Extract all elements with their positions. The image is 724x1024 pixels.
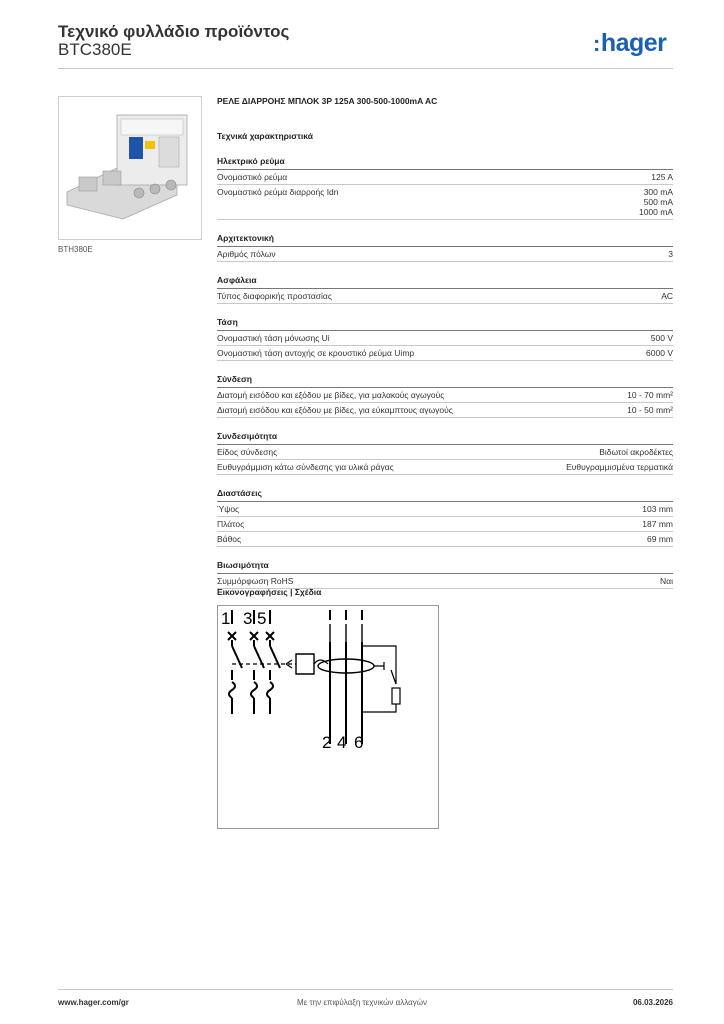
terminal-label-bottom-6: 6	[354, 733, 364, 752]
spec-label: Είδος σύνδεσης	[217, 447, 278, 457]
spec-value-line: Βιδωτοί ακροδέκτες	[599, 447, 673, 457]
header-divider	[58, 68, 673, 69]
spec-value-line: 1000 mA	[638, 207, 673, 217]
spec-row	[217, 517, 673, 532]
terminal-label-top-5: 5	[257, 609, 267, 628]
spec-label: Ευθυγράμμιση κάτω σύνδεσης για υλικά ράγας	[217, 462, 394, 472]
spec-row	[217, 403, 673, 418]
document-title: Τεχνικό φυλλάδιο προϊόντος	[58, 22, 290, 41]
spec-value-line: 300 mA	[643, 187, 673, 197]
spec-section	[217, 275, 673, 304]
website-link[interactable]: www.hager.com/gr	[58, 998, 129, 1007]
spec-label: Τύπος διαφορικής προστασίας	[217, 291, 332, 301]
spec-row	[217, 502, 673, 517]
section-title: Διαστάσεις	[217, 488, 673, 502]
spec-label: Διατομή εισόδου και εξόδου με βίδες, για μαλακούς αγωγούς	[217, 390, 445, 400]
diagram-title: Εικονογραφήσεις | Σχέδια	[217, 587, 322, 597]
section-title: Συνδεσιμότητα	[217, 431, 673, 445]
spec-value	[661, 291, 673, 301]
spec-label: Ονομαστικό ρεύμα	[217, 172, 288, 182]
spec-label: Συμμόρφωση RoHS	[217, 576, 294, 586]
spec-value-line: 69 mm	[647, 534, 673, 544]
spec-value-line: Ευθυγραμμισμένα τερματικά	[566, 462, 673, 472]
product-image	[58, 96, 202, 240]
spec-row	[217, 346, 673, 361]
spec-value-line: 500 mA	[643, 197, 673, 207]
product-code: BTC380E	[58, 40, 132, 59]
spec-label: Βάθος	[217, 534, 242, 544]
spec-section	[217, 233, 673, 262]
section-title: Ηλεκτρικό ρεύμα	[217, 156, 673, 170]
spec-value	[651, 333, 673, 343]
spec-value	[646, 348, 673, 358]
spec-value-line: 103 mm	[642, 504, 673, 514]
spec-value	[647, 534, 673, 544]
spec-value-line: AC	[661, 291, 673, 301]
spec-label: Αριθμός πόλων	[217, 249, 276, 259]
terminal-label-top-1: 1	[221, 609, 231, 628]
section-title: Βιωσιμότητα	[217, 560, 673, 574]
spec-label: Ύψος	[217, 504, 240, 514]
spec-section	[217, 156, 673, 220]
spec-value	[566, 462, 673, 472]
spec-label: Πλάτος	[217, 519, 245, 529]
spec-value-line: 125 A	[651, 172, 673, 182]
spec-row	[217, 460, 673, 475]
spec-row	[217, 331, 673, 346]
hager-logo: :hager	[593, 29, 667, 57]
spec-section	[217, 488, 673, 547]
spec-value	[639, 187, 673, 217]
spec-row	[217, 185, 673, 220]
spec-value-line: 500 V	[650, 333, 673, 343]
spec-value	[668, 249, 673, 259]
footer-note: Με την επιφύλαξη τεχνικών αλλαγών	[297, 998, 427, 1007]
terminal-label-bottom-2: 2	[322, 733, 332, 752]
spec-value-line: 3	[668, 249, 673, 259]
spec-label: Διατομή εισόδου και εξόδου με βίδες, για εύκαμπτους αγωγούς	[217, 405, 453, 415]
footer-date: 06.03.2026	[632, 998, 673, 1007]
image-caption: BTH380E	[58, 245, 93, 254]
spec-value	[627, 405, 673, 415]
spec-value-line: 10 - 70 mm²	[627, 390, 673, 400]
spec-section	[217, 374, 673, 418]
spec-row	[217, 170, 673, 185]
section-title: Ασφάλεια	[217, 275, 673, 289]
spec-label: Ονομαστικό ρεύμα διαρροής Idn	[217, 187, 339, 197]
product-title: ΡΕΛΕ ΔΙΑΡΡΟΗΣ ΜΠΛΟΚ 3P 125A 300-500-1000mA AC	[217, 96, 438, 106]
footer-divider	[58, 989, 673, 990]
spec-label: Ονομαστική τάση αντοχής σε κρουστικό ρεύμα Uimp	[217, 348, 415, 358]
spec-value	[599, 447, 673, 457]
spec-label: Ονομαστική τάση μόνωσης Ui	[217, 333, 330, 343]
spec-row	[217, 532, 673, 547]
spec-value-line: 10 - 50 mm²	[627, 405, 673, 415]
section-title: Αρχιτεκτονική	[217, 233, 673, 247]
spec-section	[217, 317, 673, 361]
spec-value	[642, 519, 673, 529]
wiring-schematic	[218, 606, 438, 828]
spec-value	[642, 504, 673, 514]
terminal-label-bottom-4: 4	[337, 733, 347, 752]
spec-value-line: 187 mm	[642, 519, 673, 529]
spec-row	[217, 247, 673, 262]
product-illustration	[59, 97, 201, 239]
logo-text: hager	[600, 29, 667, 57]
spec-value	[660, 576, 673, 586]
spec-sections	[217, 156, 673, 589]
spec-value-line: Ναι	[660, 576, 673, 586]
spec-value	[651, 172, 673, 182]
section-title: Σύνδεση	[217, 374, 673, 388]
spec-panel	[217, 96, 673, 602]
spec-value-line: 6000 V	[646, 348, 673, 358]
spec-section	[217, 560, 673, 589]
spec-row	[217, 388, 673, 403]
terminal-label-top-3: 3	[243, 609, 253, 628]
wiring-diagram	[217, 605, 439, 829]
spec-row	[217, 289, 673, 304]
spec-section	[217, 431, 673, 475]
specs-heading: Τεχνικά χαρακτηριστικά	[217, 131, 313, 141]
section-title: Τάση	[217, 317, 673, 331]
spec-value	[627, 390, 673, 400]
spec-row	[217, 445, 673, 460]
